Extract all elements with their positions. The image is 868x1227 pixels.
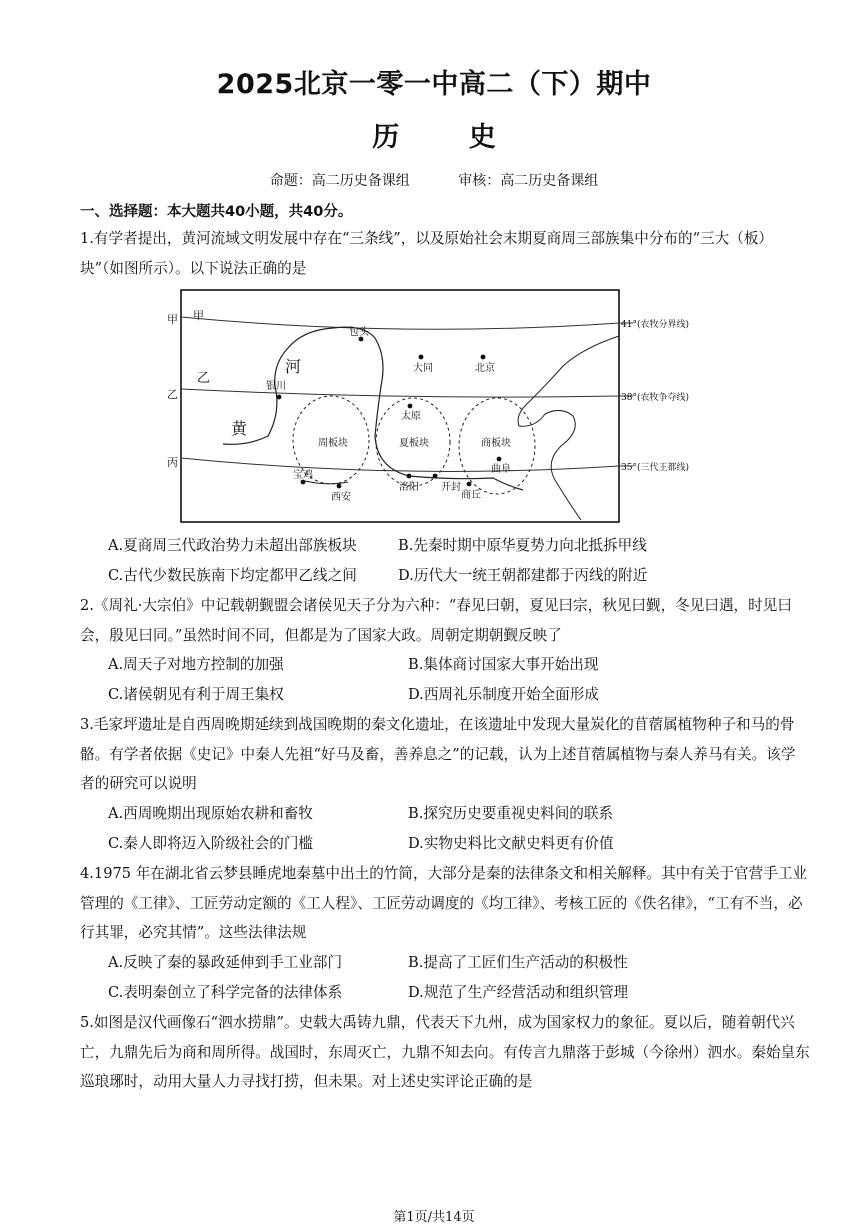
question-1-option-c: C.古代少数民族南下均定都甲乙线之间 bbox=[108, 567, 357, 584]
label-jia-left: 甲 bbox=[167, 313, 178, 326]
question-3-stem: 3.毛家坪遗址是自西周晚期延续到战国晚期的秦文化遗址，在该遗址中发现大量炭化的苜蓿属植物种子和马的骨骼。有学者依据《史记》中秦人先祖“好马及畜，善养息之”的记载，认为上述苜蓿属植物与秦人养马有关。该学者的研究可以说明 bbox=[80, 716, 796, 792]
question-2-option-a: A.周天子对地方控制的加强 bbox=[108, 656, 284, 673]
question-5-stem: 5.如图是汉代画像石“泗水捞鼎”。史载大禹铸九鼎，代表天下九州，成为国家权力的象征。夏以后，随着朝代兴亡，九鼎先后为商和周所得。战国时，东周灭亡，九鼎不知去向。有传言九鼎落于彭城（今徐州）泗水。秦始皇东巡琅琊时，动用大量人力寻找打捞，但未果。对上述史实评论正确的是 bbox=[80, 1014, 810, 1090]
label-taiyuan: 太原 bbox=[401, 411, 421, 422]
question-1-option-a: A.夏商周三代政治势力未超出部族板块 bbox=[108, 537, 357, 554]
question-4-option-c: C.表明秦创立了科学完备的法律体系 bbox=[108, 984, 343, 1001]
latitude-line-38 bbox=[181, 389, 619, 397]
question-4-option-b: B.提高了工匠们生产活动的积极性 bbox=[408, 954, 628, 971]
label-bing: 丙 bbox=[167, 456, 178, 469]
city-dot-kaifeng bbox=[433, 474, 438, 479]
city-dot-taiyuan bbox=[408, 404, 413, 409]
city-dot-qufu bbox=[497, 457, 502, 462]
river-char-huang: 黄 bbox=[231, 419, 248, 438]
question-2-option-b: B.集体商讨国家大事开始出现 bbox=[408, 656, 599, 673]
document-title: 2025北京一零一中高二（下）期中 bbox=[216, 69, 652, 100]
label-yi-left: 乙 bbox=[167, 388, 178, 401]
city-dot-xian bbox=[337, 484, 342, 489]
city-dot-beijing bbox=[481, 355, 486, 360]
question-4-option-d: D.规范了生产经营活动和组织管理 bbox=[408, 984, 629, 1001]
label-xian: 西安 bbox=[331, 492, 351, 503]
city-dot-yinchuan bbox=[277, 395, 282, 400]
question-2-option-c: C.诸侯朝见有利于周王集权 bbox=[108, 686, 284, 703]
question-4-stem: 4.1975 年在湖北省云梦县睡虎地秦墓中出土的竹简，大部分是秦的法律条文和相关解释。其中有关于官营手工业管理的《工律》、工匠劳动定额的《工人程》、工匠劳动调度的《均工律》、考核工匠的《佚名律》，“工有不当，必行其罪，必究其情”。这些法律法规 bbox=[80, 865, 808, 941]
label-jia: 甲 bbox=[193, 309, 204, 322]
latitude-line-35 bbox=[181, 458, 619, 471]
label-zhou-block: 周板块 bbox=[318, 438, 348, 449]
city-dot-luoyang bbox=[407, 474, 412, 479]
label-shang-block: 商板块 bbox=[481, 438, 511, 449]
label-baotou: 包头 bbox=[349, 327, 369, 338]
river-char-he: 河 bbox=[285, 357, 302, 376]
question-3-option-a: A.西周晚期出现原始农耕和畜牧 bbox=[108, 805, 313, 822]
label-datong: 大同 bbox=[413, 363, 433, 374]
question-1-stem: 1.有学者提出，黄河流域文明发展中存在“三条线”，以及原始社会末期夏商周三部族集中分布的“三大（板）块”（如图所示）。以下说法正确的是 bbox=[80, 230, 774, 277]
label-yi: 乙 bbox=[197, 371, 211, 386]
author-line bbox=[0, 170, 868, 190]
question-2-option-d: D.西周礼乐制度开始全面形成 bbox=[408, 686, 599, 703]
latitude-line-41 bbox=[181, 317, 619, 329]
label-baoji: 宝鸡 bbox=[293, 470, 313, 481]
label-line-35: 35°(三代王都线) bbox=[621, 463, 689, 473]
question-1-option-d: D.历代大一统王朝都建都于丙线的附近 bbox=[398, 567, 648, 584]
author-credit: 命题：高二历史备课组 bbox=[269, 173, 410, 189]
question-1-option-b: B.先秦时期中原华夏势力向北抵拆甲线 bbox=[398, 537, 647, 554]
label-line-38: 38°(农牧争夺线) bbox=[621, 393, 689, 403]
subject-title: 历 史 bbox=[372, 122, 526, 153]
section-heading: 一、选择题：本大题共40小题，共40分。 bbox=[80, 204, 353, 220]
reviewer-credit: 审核：高二历史备课组 bbox=[458, 173, 599, 189]
question-4-option-a: A.反映了秦的暴政延伸到手工业部门 bbox=[108, 954, 343, 971]
label-shangqiu: 商丘 bbox=[461, 490, 481, 501]
page-footer: 第1页/共14页 bbox=[393, 1210, 475, 1225]
question-3-option-d: D.实物史料比文献史料更有价值 bbox=[408, 835, 614, 852]
city-dot-shangqiu bbox=[467, 482, 472, 487]
label-xia-block: 夏板块 bbox=[399, 438, 429, 449]
label-yinchuan: 银川 bbox=[266, 381, 286, 392]
question-2-stem: 2.《周礼·大宗伯》中记载朝觐盟会诸侯见天子分为六种：“春见曰朝，夏见曰宗，秋见曰觐，冬见曰遇，时见曰会，殷见曰同。”虽然时间不同，但都是为了国家大政。周朝定期朝觐反映了 bbox=[80, 597, 792, 644]
city-dot-datong bbox=[419, 355, 424, 360]
question-1-map bbox=[163, 286, 723, 528]
label-beijing: 北京 bbox=[475, 363, 495, 374]
label-luoyang: 洛阳 bbox=[399, 482, 419, 493]
coastline bbox=[518, 336, 619, 520]
label-qufu: 曲阜 bbox=[491, 464, 511, 475]
question-3-option-c: C.秦人即将迈入阶级社会的门槛 bbox=[108, 835, 314, 852]
label-kaifeng: 开封 bbox=[441, 482, 461, 493]
label-line-41: 41°(农牧分界线) bbox=[621, 320, 689, 330]
question-3-option-b: B.探究历史要重视史料间的联系 bbox=[408, 805, 614, 822]
